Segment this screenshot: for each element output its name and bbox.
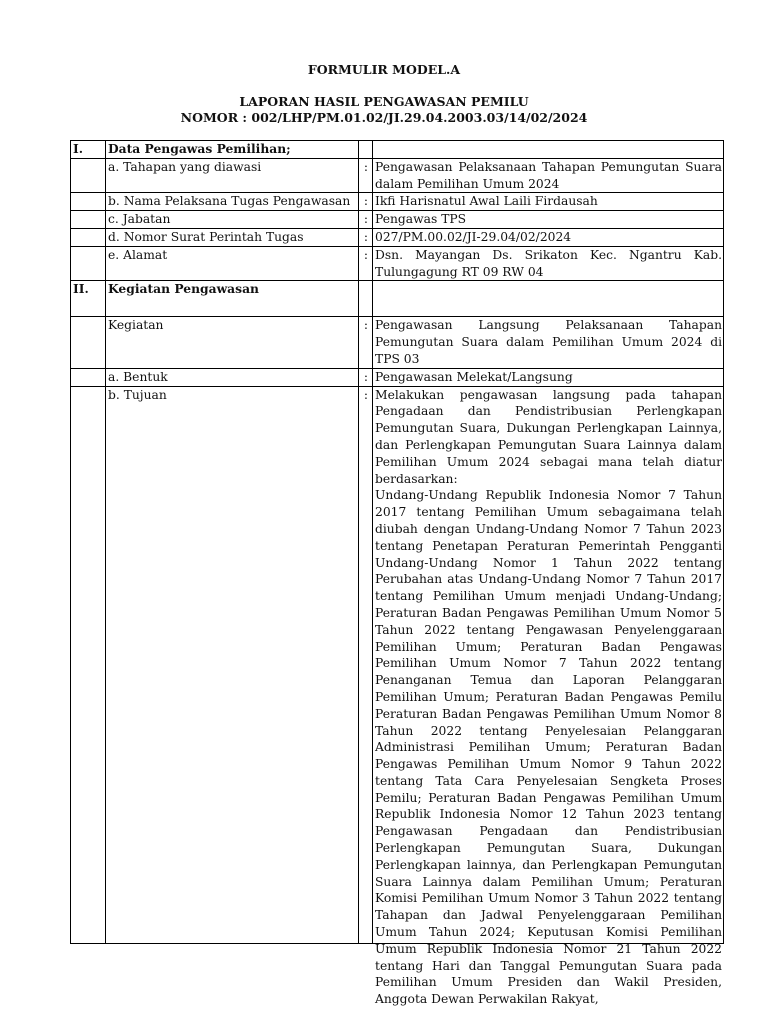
table-row (71, 193, 724, 211)
field-value-nomor-surat: 027/PM.00.02/JI-29.04/02/2024 (373, 228, 724, 246)
empty-cell (71, 386, 106, 943)
table-row (71, 317, 724, 368)
tujuan-intro-paragraph: Melakukan pengawasan langsung pada tahapan Pengadaan dan Pendistribusian Perlengkapan Pemungutan Suara, Dukungan Perlengkapan Lainnya, dan Perlengkapan Pemungutan Suara Lainnya dalam Pemilihan Umum 2024 sebagai mana telah diatur berdasarkan: (375, 387, 722, 486)
field-label-nama: b. Nama Pelaksana Tugas Pengawasan (106, 193, 359, 211)
field-label-bentuk: a. Bentuk (106, 368, 359, 386)
tujuan-legal-basis-paragraph: Undang-Undang Republik Indonesia Nomor 7 Tahun 2017 tentang Pemilihan Umum sebagaimana telah diubah dengan Undang-Undang Nomor 7 Tahun 2023 tentang Penetapan Peraturan Pemerintah Pengganti Undang-Undang Nomor 1 Tahun 2022 tentang Perubahan atas Undang-Undang Nomor 7 Tahun 2017 tentang Pemilihan Umum menjadi Undang-Undang; Peraturan Badan Pengawas Pemilihan Umum Nomor 5 Tahun 2022 tentang Pengawasan Penyelenggaraan Pemilihan Umum; Peraturan Badan Pengawas Pemilihan Umum Nomor 7 Tahun 2022 tentang Penanganan Temua dan Laporan Pelanggaran Pemilihan Umum; Peraturan Badan Pengawas Pemilu Peraturan Badan Pengawas Pemilihan Umum Nomor 8 Tahun 2022 tentang Penyelesaian Pelanggaran Administrasi Pemilihan Umum; Peraturan Badan Pengawas Pemilihan Umum Nomor 9 Tahun 2022 tentang Tata Cara Penyelesaian Sengketa Proses Pemilu; Peraturan Badan Pengawas Pemilihan Umum Republik Indonesia Nomor 12 Tahun 2023 tentang Pengawasan Pengadaan dan Pendistribusian Perlengkapan Pemungutan Suara, Dukungan Perlengkapan lainnya, dan Perlengkapan Pemungutan Suara Lainnya dalam Pemilihan Umum; Peraturan Komisi Pemilihan Umum Nomor 3 Tahun 2022 tentang Tahapan dan Jadwal Penyelenggaraan Pemilihan Umum Tahun 2024; Keputusan Komisi Pemilihan Umum Republik Indonesia Nomor 21 Tahun 2022 tentang Hari dan Tanggal Pemungutan Suara pada Pemilihan Umum Presiden dan Wakil Presiden, Anggota Dewan Perwakilan Rakyat, (375, 488, 722, 1007)
empty-cell (71, 193, 106, 211)
colon-separator: : (359, 386, 373, 943)
empty-cell (359, 141, 373, 159)
empty-cell (373, 281, 724, 317)
form-title: FORMULIR MODEL.A (307, 62, 461, 77)
empty-cell (373, 141, 724, 159)
table-row (71, 246, 724, 281)
tujuan-text-block (375, 387, 722, 1007)
colon-separator: : (359, 317, 373, 368)
empty-cell (71, 211, 106, 229)
field-label-nomor-surat: d. Nomor Surat Perintah Tugas (106, 228, 359, 246)
empty-cell (71, 246, 106, 281)
empty-cell (71, 317, 106, 368)
field-label-jabatan: c. Jabatan (106, 211, 359, 229)
field-label-tujuan: b. Tujuan (106, 386, 359, 943)
field-label-tahapan: a. Tahapan yang diawasi (106, 158, 359, 193)
field-value-alamat: Dsn. Mayangan Ds. Srikaton Kec. Ngantru Kab. Tulungagung RT 09 RW 04 (373, 246, 724, 281)
colon-separator: : (359, 228, 373, 246)
empty-cell (359, 281, 373, 317)
empty-cell (71, 228, 106, 246)
section-2-title: Kegiatan Pengawasan (106, 281, 359, 317)
section-2-header-row (71, 281, 724, 317)
table-row (71, 211, 724, 229)
colon-separator: : (359, 246, 373, 281)
report-number: NOMOR : 002/LHP/PM.01.02/JI.29.04.2003.03/14/02/2024 (180, 110, 588, 125)
field-label-alamat: e. Alamat (106, 246, 359, 281)
field-value-nama: Ikfi Harisnatul Awal Laili Firdausah (373, 193, 724, 211)
report-title: LAPORAN HASIL PENGAWASAN PEMILU (239, 94, 529, 109)
field-value-bentuk: Pengawasan Melekat/Langsung (373, 368, 724, 386)
field-label-kegiatan: Kegiatan (106, 317, 359, 368)
section-2-number: II. (71, 281, 106, 317)
field-value-kegiatan: Pengawasan Langsung Pelaksanaan Tahapan Pemungutan Suara dalam Pemilihan Umum 2024 di TPS 03 (373, 317, 724, 368)
table-row (71, 158, 724, 193)
colon-separator: : (359, 211, 373, 229)
empty-cell (71, 368, 106, 386)
field-value-tujuan (373, 386, 724, 1007)
section-1-title: Data Pengawas Pemilihan; (106, 141, 359, 159)
colon-separator: : (359, 193, 373, 211)
colon-separator: : (359, 368, 373, 386)
field-value-jabatan: Pengawas TPS (373, 211, 724, 229)
colon-separator: : (359, 158, 373, 193)
report-form-table (70, 140, 724, 1007)
table-row (71, 386, 724, 943)
section-1-number: I. (71, 141, 106, 159)
table-row (71, 228, 724, 246)
empty-cell (71, 158, 106, 193)
field-value-tahapan: Pengawasan Pelaksanaan Tahapan Pemungutan Suara dalam Pemilihan Umum 2024 (373, 158, 724, 193)
table-row (71, 368, 724, 386)
section-1-header-row (71, 141, 724, 159)
